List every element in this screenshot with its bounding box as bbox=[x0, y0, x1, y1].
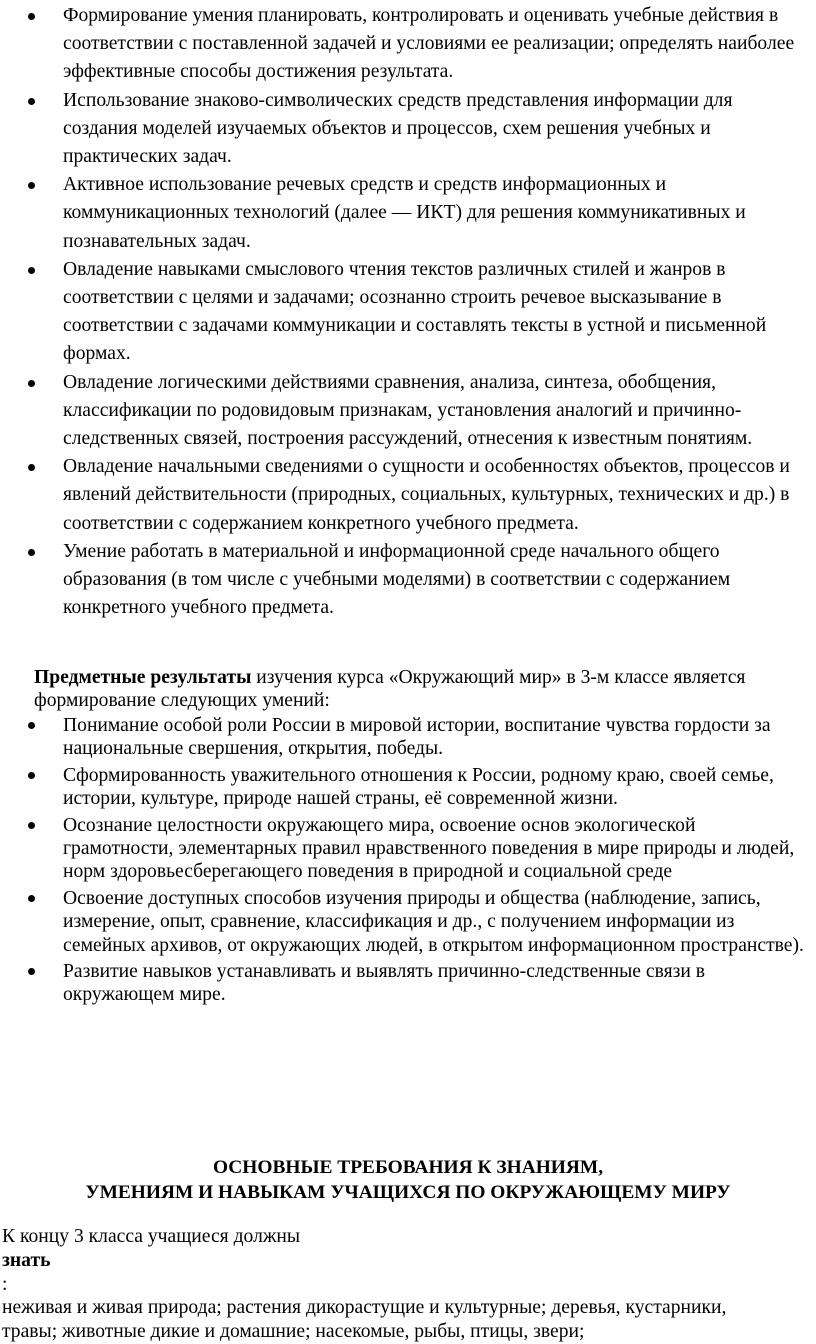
subject-results-paragraph bbox=[34, 667, 806, 712]
bullet-icon bbox=[28, 182, 35, 189]
bullet-icon bbox=[28, 822, 35, 829]
bullet-icon bbox=[28, 98, 35, 105]
subject-results-list bbox=[0, 714, 816, 1010]
knowledge-line-3: травы; животные дикие и домашние; насекомые, рыбы, птицы, звери; bbox=[2, 1321, 585, 1343]
bullet-icon bbox=[28, 722, 35, 729]
bullet-icon bbox=[28, 772, 35, 779]
list-item: Овладение начальными сведениями о сущности и особенностях объектов, процессов и явлений действительности (природных, социальных, культурных, технических и др.) в соответствии с содержанием конкретного учебного предмета. bbox=[0, 453, 816, 538]
bullet-icon bbox=[28, 549, 35, 556]
heading-line-2: УМЕНИЯМ И НАВЫКАМ УЧАЩИХСЯ ПО ОКРУЖАЮЩЕМУ МИРУ bbox=[85, 1182, 731, 1203]
knowledge-line-2: неживая и живая природа; растения дикорастущие и культурные; деревья, кустарники, bbox=[2, 1297, 727, 1319]
list-item: Активное использование речевых средств и средств информационных и коммуникационных технологий (далее — ИКТ) для решения коммуникативных и познавательных задач. bbox=[0, 171, 816, 256]
heading-line-1: ОСНОВНЫЕ ТРЕБОВАНИЯ К ЗНАНИЯМ, bbox=[212, 1157, 604, 1178]
bullet-icon bbox=[28, 13, 35, 20]
bullet-icon bbox=[28, 968, 35, 975]
list-item: Освоение доступных способов изучения природы и общества (наблюдение, запись, измерение, опыт, сравнение, классификация и др., с получением информации из семейных архивов, от окружающих людей, в открытом информационном пространстве). bbox=[0, 887, 816, 957]
list-item: Овладение логическими действиями сравнения, анализа, синтеза, обобщения, классификации по родовидовым признакам, установления аналогий и причинно-следственных связей, построения рассуждений, отнесения к известным понятиям. bbox=[0, 369, 816, 454]
list-item: Понимание особой роли России в мировой истории, воспитание чувства гордости за национальные свершения, открытия, победы. bbox=[0, 714, 816, 761]
list-item: Сформированность уважительного отношения к России, родному краю, своей семье, истории, культуре, природе нашей страны, её современной жизни. bbox=[0, 764, 816, 811]
bullet-icon bbox=[28, 267, 35, 274]
section-heading bbox=[0, 1155, 816, 1205]
knowledge-lead-line: К концу 3 класса учащиеся должны знать : bbox=[2, 1226, 301, 1295]
subject-results-text: изучения курса «Окружающий мир» в 3-м классе является формирование следующих умений: bbox=[34, 667, 746, 711]
bullet-icon bbox=[28, 464, 35, 471]
list-item: Осознание целостности окружающего мира, освоение основ экологической грамотности, элементарных правил нравственного поведения в мире природы и людей, норм здоровьесберегающего поведения в природной и социальной среде bbox=[0, 814, 816, 884]
list-item: Формирование умения планировать, контролировать и оценивать учебные действия в соответствии с поставленной задачей и условиями ее реализации; определять наиболее эффективные способы достижения результата. bbox=[0, 2, 816, 87]
list-item: Развитие навыков устанавливать и выявлять причинно-следственные связи в окружающем мире. bbox=[0, 960, 816, 1007]
know-bold: знать bbox=[2, 1249, 51, 1271]
subject-results-bold: Предметные результаты bbox=[34, 667, 252, 688]
metasubject-results-list bbox=[0, 2, 816, 622]
bullet-icon bbox=[28, 380, 35, 387]
list-item: Овладение навыками смыслового чтения текстов различных стилей и жанров в соответствии с целями и задачами; осознанно строить речевое высказывание в соответствии с задачами коммуникации и составлять тексты в устной и письменной формах. bbox=[0, 256, 816, 369]
list-item: Умение работать в материальной и информационной среде начального общего образования (в том числе с учебными моделями) в соответствии с содержанием конкретного учебного предмета. bbox=[0, 538, 816, 623]
knowledge-paragraph bbox=[2, 1225, 812, 1344]
list-item: Использование знаково-символических средств представления информации для создания моделей изучаемых объектов и процессов, схем решения учебных и практических задач. bbox=[0, 87, 816, 172]
bullet-icon bbox=[28, 895, 35, 902]
